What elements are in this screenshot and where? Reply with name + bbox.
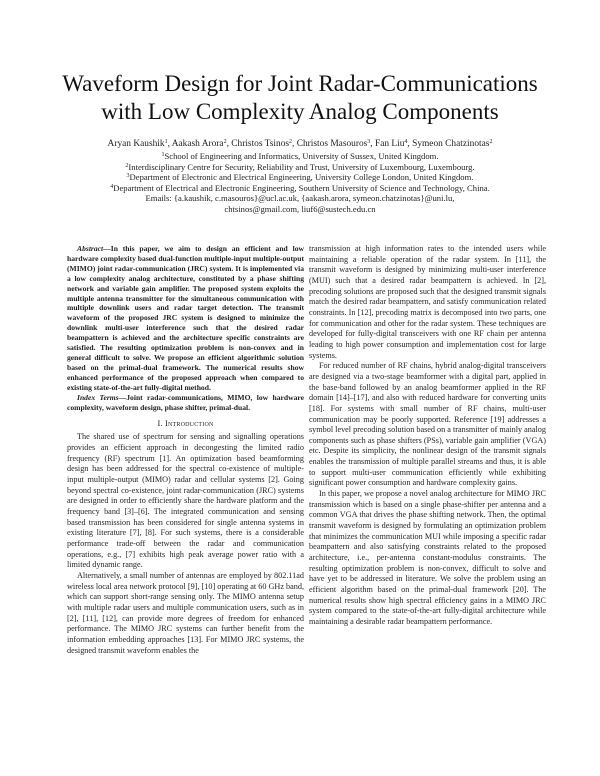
affiliation-3: $^3$Department of Electronic and Electrical Engineering, University College London, United Kingdom. <box>126 172 474 183</box>
emails-line-2: chtsinos@gmail.com, liuf6@sustech.edu.cn <box>224 203 376 214</box>
right-column <box>309 244 546 628</box>
intro-paragraph-3: transmission at high information rates to the intended users while maintaining a reliable operation of the radar system. In [11], the transmit waveform is designed by minimizing multi-user interference (MUI) such that a desired radar beampattern is achieved. In [2], precoding solutions are proposed such that the designed transmit signals match the desired radar beampattern, and satisfy communication related constraints. In [12], precoding matrix is decomposed into two parts, one for communication and other for the radar system. These techniques are developed for fully-digital transceivers with one RF chain per antenna leading to high power consumption and implementation cost for large systems. <box>309 244 546 360</box>
paper-title <box>40 70 560 126</box>
intro-paragraph-2: Alternatively, a small number of antennas are employed by 802.11ad wireless local area network protocol [9], [10] operating at 60 GHz band, which can support short-range sensing only. The MIMO antenna setup with multiple radar users and multiple communication users, such as in [2], [11], [12], can provide more degrees of freedom for enhanced performance. The MIMO JRC systems can further benefit from the information embedding approaches [13]. For MIMO JRC systems, the designed transmit waveform enables the <box>67 570 304 655</box>
author-2: Aakash Arora <box>171 139 224 149</box>
author-list: Aryan Kaushik$^1$, Aakash Arora$^2$, Christos Tsinos$^2$, Christos Masouros$^3$, Fan Liu$^4$, Symeon Chatzinotas$^2$ <box>107 139 493 149</box>
index-terms <box>67 393 304 413</box>
affiliation-1: $^1$School of Engineering and Informatics, University of Sussex, United Kingdom. <box>161 151 439 161</box>
intro-paragraph-5: In this paper, we propose a novel analog architecture for MIMO JRC transmission which is based on a single phase-shifter per antenna and a common VGA that drives the phase shifting network. Then, the optimal transmit waveform is designed by formulating an optimization problem that minimizes the communication MUI while imposing a specific radar beampattern and also satisfying constraints related to the proposed architecture, i.e., per-antenna constant-modulus constraints. The resulting optimization problem is non-convex, difficult to solve and have yet to be addressed in literature. We solve the problem using an efficient algorithm based on the primal-dual framework [20]. The numerical results show high spectral efficiency gains in a MIMO JRC system compared to the state-of-the-art fully-digital architecture while maintaining a desirable radar beampattern performance. <box>309 489 546 626</box>
title-line-1: Waveform Design for Joint Radar-Communications <box>62 71 538 96</box>
author-1: Aryan Kaushik <box>107 139 165 149</box>
abstract-label: Abstract— <box>77 244 111 253</box>
author-6: Symeon Chatzinotas <box>412 139 490 149</box>
left-column <box>67 244 304 656</box>
intro-paragraph-1: The shared use of spectrum for sensing and signalling operations provides an efficient approach in decongesting the limited radio frequency (RF) spectrum [1]. An optimization based beamforming design has been addressed for the spectral co-existence of multiple-input multiple-output (MIMO) radar and cellular systems [2]. Going beyond spectral co-existence, joint radar-communication (JRC) systems are designed in order to efficiently share the hardware platform and the frequency band [3]–[6]. The integrated communication and sensing based transmission has been considered for single antenna systems in existing literature [7], [8]. For such systems, there is a considerable performance trade-off between the radar and communication operations, e.g., [7] exhibits high peak average power ratio with a limited dynamic range. <box>67 432 304 570</box>
author-4: Christos Masouros <box>296 139 368 149</box>
abstract <box>67 244 304 393</box>
section-heading: I. Introduction <box>157 419 214 429</box>
affiliation-4: $^4$Department of Electrical and Electronic Engineering, Southern University of Science and Technology, China. <box>110 182 490 193</box>
emails-line-1: Emails: {a.kaushik, c.masouros}@ucl.ac.uk, {aakash.arora, symeon.chatzinotas}@uni.lu, <box>145 193 455 204</box>
author-block <box>40 138 560 215</box>
author-3: Christos Tsinos <box>231 139 290 149</box>
affiliation-2: $^2$Interdisciplinary Centre for Security, Reliability and Trust, University of Luxembourg, Luxembourg. <box>125 161 475 172</box>
author-5: Fan Liu <box>374 139 405 149</box>
index-terms-text: Joint radar-communications, MIMO, low hardware complexity, waveform design, phase shifter, primal-dual. <box>67 392 304 412</box>
intro-paragraph-4: For reduced number of RF chains, hybrid analog-digital transceivers are designed via a two-stage beamformer with a digital part, applied in the base-band followed by an analog beamformer applied in the RF domain [14]–[17], and also with reduced hardware for converting units [18]. For systems with small number of RF chains, multi-user communication may be poorly supported. Reference [19] addresses a symbol level precoding solution based on a transmitter of mainly analog components such as phase shifters (PSs), variable gain amplifier (VGA) etc. Despite its simplicity, the nonlinear design of the transmit signals enables the transmission of multiple parallel streams and thus, it is able to support multi-user communication efficiently while exhibiting significant power consumption and hardware complexity gains. <box>309 361 546 488</box>
abstract-text: In this paper, we aim to design an efficient and low hardware complexity based dual-function multiple-input multiple-output (MIMO) joint radar-communication (JRC) system. It is implemented via a low complexity analog architecture, constituted by a phase shifting network and variable gain amplifier. The proposed system exploits the multiple antenna transmitter for the simultaneous communication with multiple downlink users and radar target detection. The transmit waveform of the proposed JRC system is designed to minimize the downlink multi-user interference such that the desired radar beampattern is achieved and the architecture specific constraints are satisfied. The resulting optimization problem is non-convex and in general difficult to solve. We propose an efficient algorithmic solution based on the primal-dual framework. The numerical results show enhanced performance of the proposed approach when compared to existing state-of-the-art fully-digital method. <box>67 244 304 392</box>
title-line-2: with Low Complexity Analog Components <box>101 99 499 124</box>
index-terms-label: Index Terms— <box>77 392 127 402</box>
